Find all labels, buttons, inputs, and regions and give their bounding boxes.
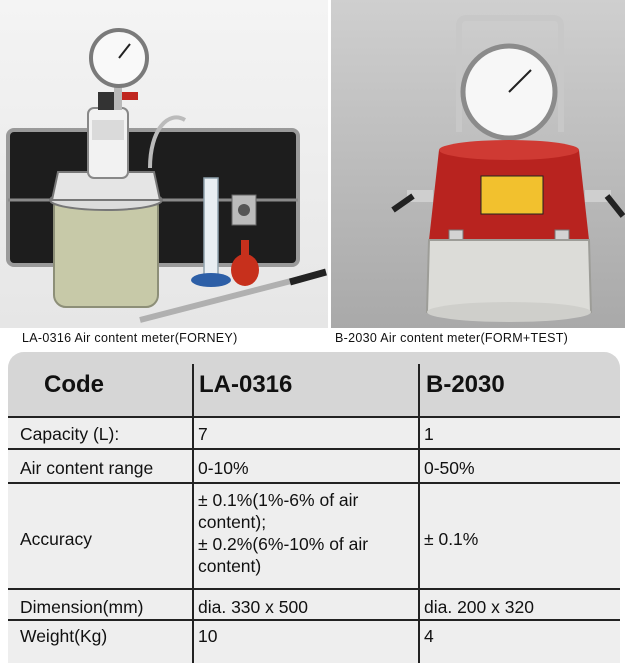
row-capacity-label: Capacity (L): <box>20 424 120 444</box>
divider-v1 <box>192 418 194 663</box>
row-accuracy-b: ± 0.1% <box>424 529 479 549</box>
divider-v1-header <box>192 364 194 416</box>
divider-v2-header <box>418 364 420 416</box>
b-2030-illustration <box>331 0 625 328</box>
row-air-range-b: 0-50% <box>424 458 475 478</box>
accuracy-la-line-3: ± 0.2%(6%-10% of air <box>198 534 369 554</box>
row-capacity-b: 1 <box>424 424 434 444</box>
spec-table <box>8 352 620 663</box>
product-photos <box>0 0 625 330</box>
divider-v2 <box>418 418 420 663</box>
row-dimension-b: dia. 200 x 320 <box>424 597 534 617</box>
accuracy-la-line-4: content) <box>198 556 262 576</box>
row-weight-label: Weight(Kg) <box>20 626 108 646</box>
divider-h-3 <box>8 588 620 590</box>
accuracy-la-line-2: content); <box>198 512 267 532</box>
caption-b-2030: B-2030 Air content meter(FORM+TEST) <box>335 331 569 345</box>
row-dimension-la: dia. 330 x 500 <box>198 597 308 617</box>
row-weight-la: 10 <box>198 626 218 646</box>
header-b-2030: B-2030 <box>426 371 505 398</box>
header-code: Code <box>44 371 104 398</box>
row-capacity-la: 7 <box>198 424 208 444</box>
divider-h-header <box>8 416 620 418</box>
accuracy-la-line-1: ± 0.1%(1%-6% of air <box>198 490 359 510</box>
row-dimension-label: Dimension(mm) <box>20 597 144 617</box>
row-weight-b: 4 <box>424 626 434 646</box>
row-air-range-label: Air content range <box>20 458 154 478</box>
caption-la-0316: LA-0316 Air content meter(FORNEY) <box>22 331 238 345</box>
photo-la-0316 <box>0 0 328 328</box>
header-la-0316: LA-0316 <box>199 371 293 398</box>
divider-h-2 <box>8 482 620 484</box>
divider-h-4 <box>8 619 620 621</box>
photo-b-2030 <box>331 0 625 328</box>
row-accuracy-label: Accuracy <box>20 529 92 549</box>
row-accuracy-la <box>198 489 368 577</box>
divider-h-1 <box>8 448 620 450</box>
la-0316-illustration <box>0 0 328 328</box>
row-air-range-la: 0-10% <box>198 458 249 478</box>
